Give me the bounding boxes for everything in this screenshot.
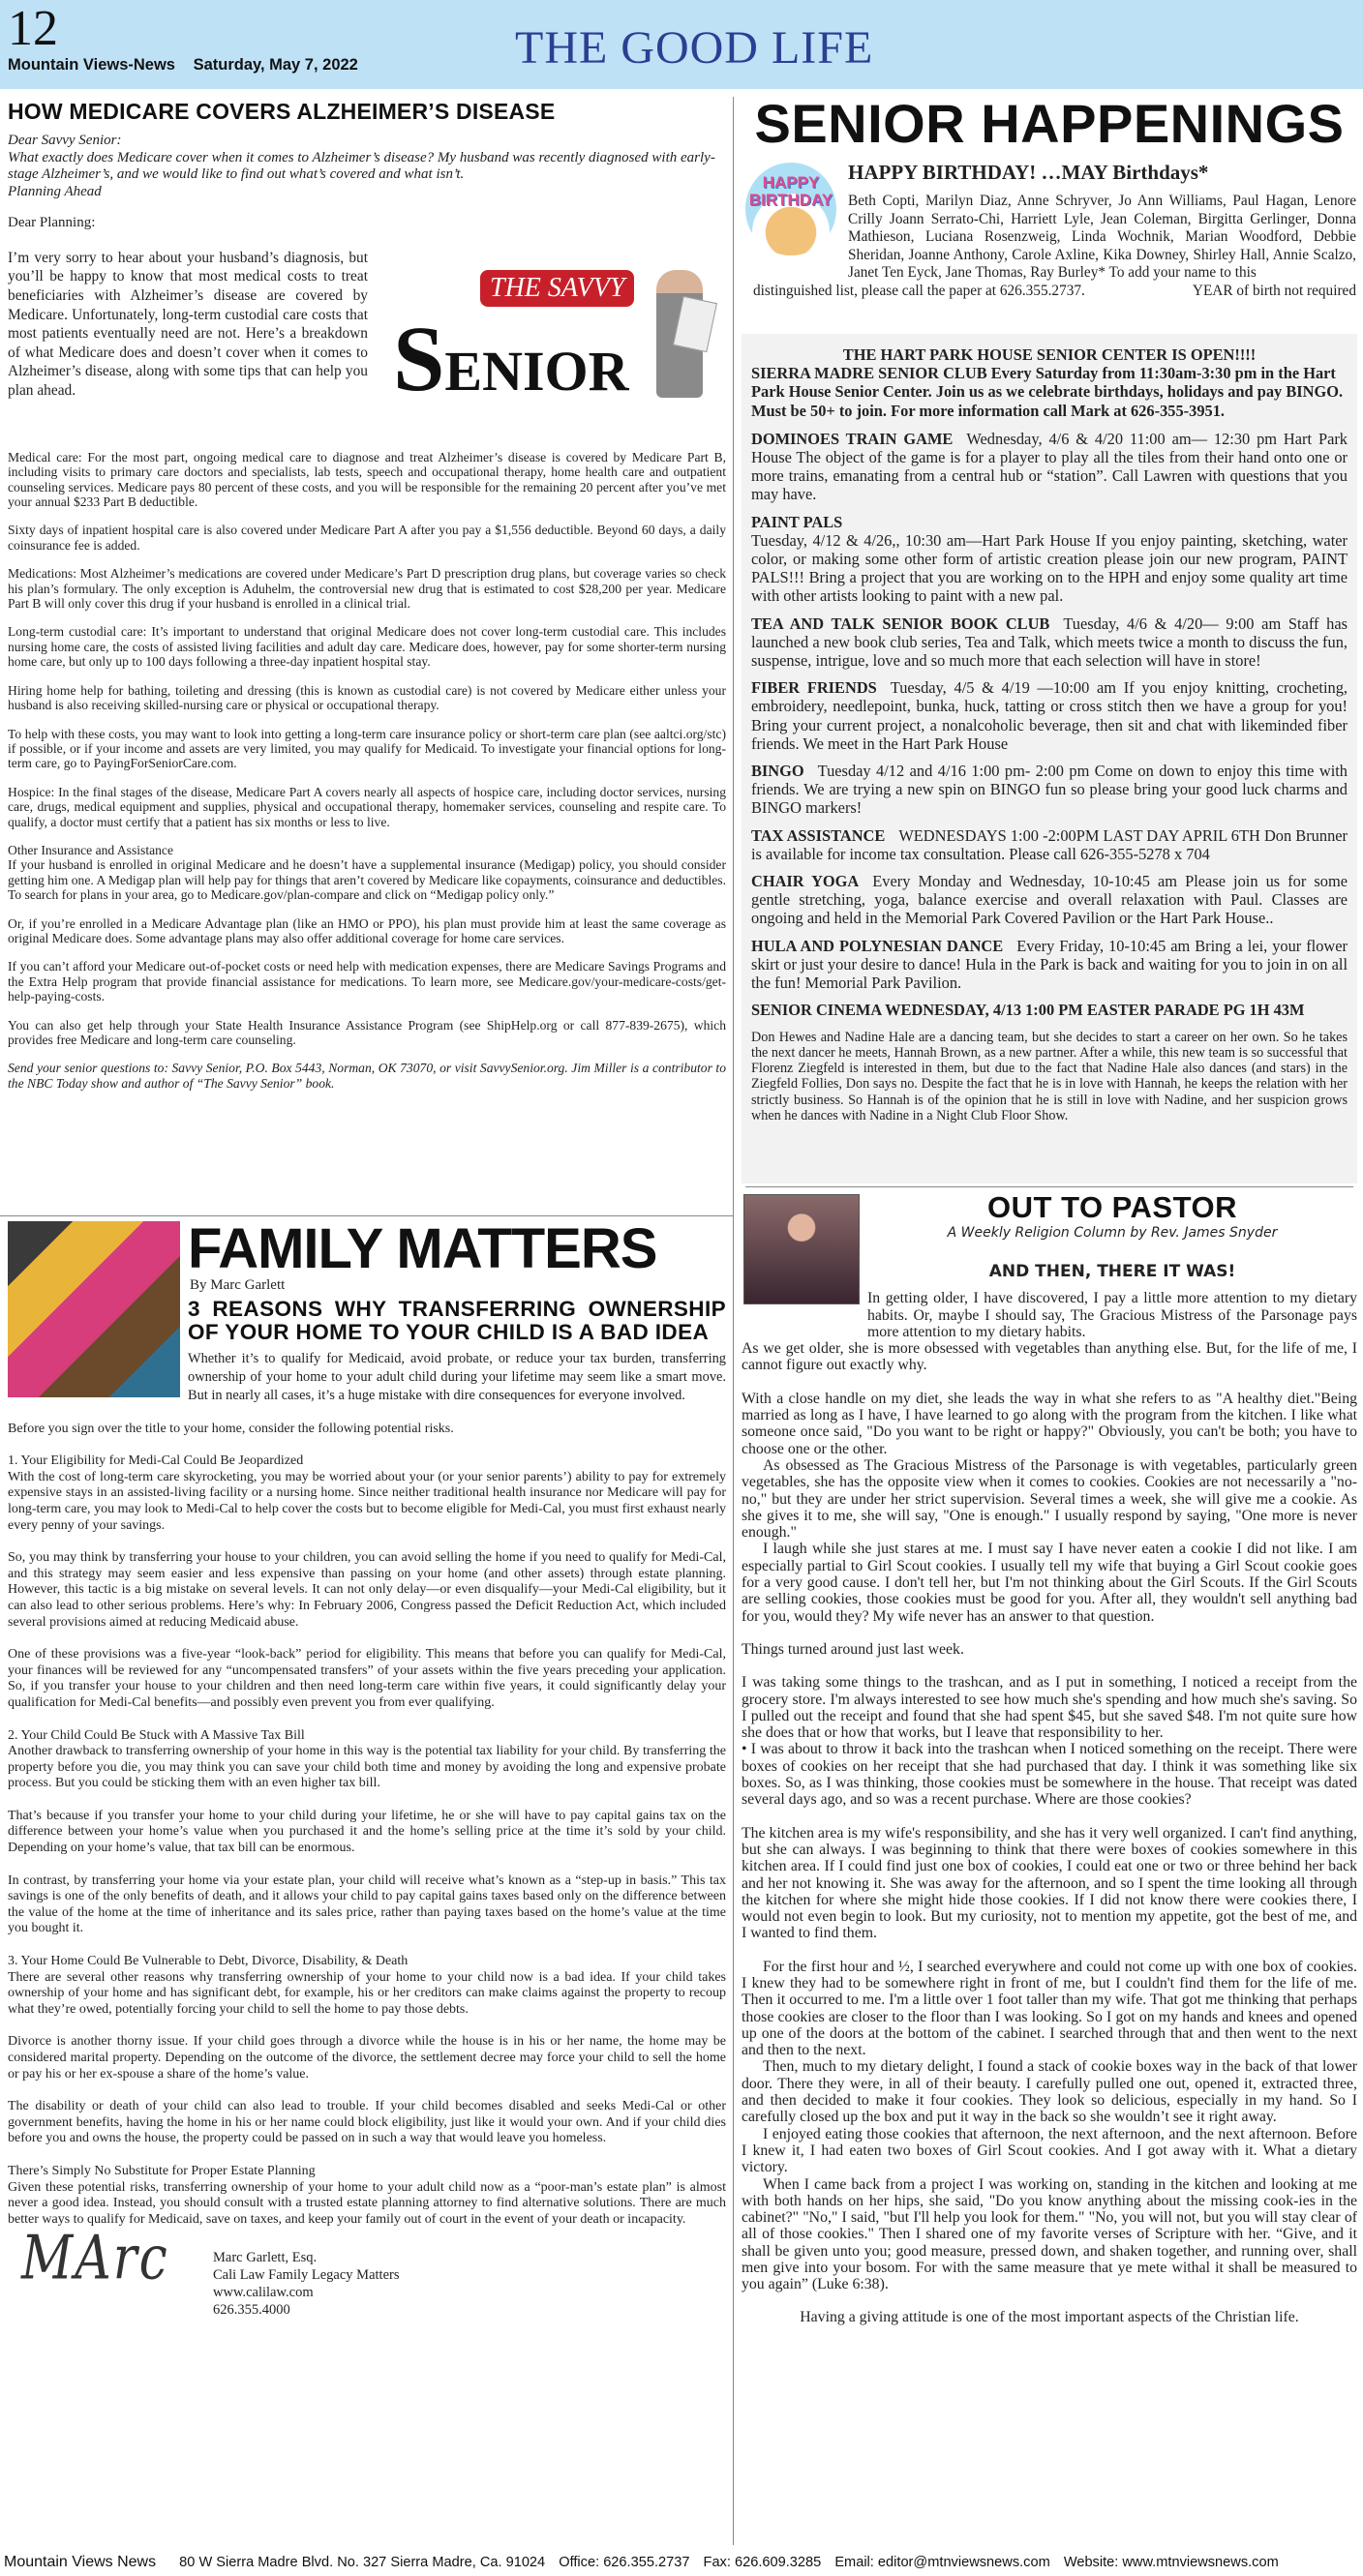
column-title: FAMILY MATTERS <box>188 1219 657 1280</box>
article-intro: I’m very sorry to hear about your husband’s diagnosis, but you’ll be happy to know that most medical costs to treat beneficiaries with Alzheimer’s disease are covered by Medicare. Unfortunately, long-term custodial care costs that most patients eventually need are not. Here’s a breakdown of what Medicare does and doesn’t cover when it comes to Alzheimer’s disease, along with some tips that can help you plan ahead. <box>8 249 368 399</box>
event-text: WEDNESDAYS 1:00 -2:00PM LAST DAY APRIL 6TH Don Brunner is available for income tax consultation. Please call 626-355-5278 x 704 <box>751 825 1348 863</box>
event-name: TEA AND TALK SENIOR BOOK CLUB <box>751 614 1050 633</box>
paragraph: To help with these costs, you may want to look into getting a long-term care insurance policy or short-term care plan (see aaltci.org/stc) if possible, or if your income and assets are very limited, you may qualify for Medicaid. To investigate your financial options for long-term care, go to PayingForSeniorCare.com. <box>8 726 726 771</box>
event-text: Tuesday, 4/6 & 4/20— 9:00 am Staff has launched a new book club series, Tea and Talk, which meets twice a month to discuss the fun, suspense, intrigue, love and so much more that each selection will have in store! <box>751 614 1348 671</box>
footer-email: Email: editor@mtnviewsnews.com <box>834 2555 1050 2570</box>
event-name: PAINT PALS <box>751 512 843 531</box>
column-divider <box>733 97 734 2545</box>
birthday-names: Beth Copti, Marilyn Diaz, Anne Schryver, Jo Ann Williams, Paul Hagan, Lenore Crilly Joann Serrato-Chi, Harriett Lyle, Jean Coleman, Birgitta Gerlinger, Donna Mathieson, Luciana Rosenzweig, Linda Wochnik, Marian Woodford, Debbie Sheridan, Joanne Anthony, Carole Axline, Kika Downey, Shirley Hall, Annie Scalzo, Janet Ten Eyck, Jane Thomas, Ray Burley* To add your name to this <box>848 193 1356 281</box>
event-text: Every Friday, 10-10:45 am Bring a lei, your flower skirt or just your desire to dance! Hula in the Park is back and waiting for you to join in on all the fun! Memorial Park Pavilion. <box>751 936 1348 993</box>
event-item <box>751 678 1348 753</box>
letter-salutation: Dear Savvy Senior: <box>8 133 122 149</box>
event-item <box>751 762 1348 818</box>
paragraph: Medications: Most Alzheimer’s medications are covered under Medicare’s Part D prescription drug plans, but coverage varies so check his plan’s formulary. The only exception is Aduhelm, the controversial new drug that is estimated to cost $28,200 per year. Medicare Part B will only cover this drug if your husband is enrolled in a clinical trial. <box>8 566 726 612</box>
paragraph: For the first hour and ½, I searched everywhere and could not come up with one box of cookies. I knew they had to be somewhere right in front of me, but I couldn't find them for the life of me. Then it occurred to me. I'm a little over 1 foot taller than my wife. That got me thinking that perhaps those cookies are closer to the floor than I was looking. So I got on my hands and knees and opened up one of the doors at the bottom of the cabinet. I searched through that and then went to the next and then to the next. <box>742 1958 1357 2059</box>
event-name: HULA AND POLYNESIAN DANCE <box>751 936 1004 955</box>
article-headline: 3 REASONS WHY TRANSFERRING OWNERSHIP OF YOUR HOME TO YOUR CHILD IS A BAD IDEA <box>188 1296 726 1344</box>
article-intro: Whether it’s to qualify for Medicaid, avoid probate, or reduce your tax burden, transferring ownership of your home to your adult child during your lifetime may seem like a smart move. But in nearly all cases, it’s a huge mistake with dire consequences for everyone involved. <box>188 1350 726 1403</box>
reader-letter <box>8 133 726 200</box>
author-photo <box>743 1194 860 1304</box>
footer-fax: Fax: 626.609.3285 <box>703 2555 822 2570</box>
column-title: OUT TO PASTOR <box>987 1190 1237 1224</box>
subheading: 2. Your Child Could Be Stuck with A Massive Tax Bill <box>8 1727 305 1743</box>
author-website: www.calilaw.com <box>213 2285 314 2301</box>
subheading: 1. Your Eligibility for Medi-Cal Could Be Jeopardized <box>8 1453 304 1469</box>
footer-paper-name: Mountain Views News <box>4 2554 157 2570</box>
event-text: Wednesday, 4/6 & 4/20 11:00 am— 12:30 pm Hart Park House The object of the game is for a player to play all the tiles from their hand onto one or more trains, emanating from a central hub or “station”. Call Lawren with questions that you may have. <box>751 429 1348 504</box>
section-divider <box>745 1186 1353 1187</box>
paragraph: Hospice: In the final stages of the disease, Medicare Part A covers nearly all aspects of hospice care, including doctor services, nursing care, drugs, medical equipment and supplies, physical and occupational therapy, homemaker services, counseling and respite care. To qualify, a doctor must certify that a patient has six months or less to live. <box>8 784 726 829</box>
paragraph: There are several other reasons why transferring ownership of your home to your child now is a bad idea. If your child takes ownership of your home and has significant debt, for example, his or her creditors can make claims against the property to recoup what they’re owed, potentially forcing your child to sell the home to pay those debts. <box>8 1969 726 2017</box>
paper-name: Mountain Views-News <box>8 56 175 74</box>
event-name: TAX ASSISTANCE <box>751 825 886 845</box>
author-firm: Cali Law Family Legacy Matters <box>213 2267 400 2284</box>
paragraph: In contrast, by transferring your home via your estate plan, your child will receive what’s known as a “step-up in basis.” This tax savings is one of the only benefits of death, and it allows your child to pay capital gains taxes based only on the difference between the value of the home at the time of inheritance and its sales price, rather than paying taxes based on the home’s value at the time you bought it. <box>8 1872 726 1936</box>
paragraph: Given these potential risks, transferring ownership of your home to your adult child now as a “poor-man’s estate plan” is almost never a good idea. Instead, you should consult with a trusted estate planning attorney to find alternative solutions. There are much better ways to qualify for Medicaid, save on taxes, and keep your family out of court in the event of your death or incapacity. <box>8 2179 726 2227</box>
author-signature-block <box>8 2224 726 2336</box>
section-heading: SENIOR HAPPENINGS <box>754 93 1345 154</box>
footer-address: 80 W Sierra Madre Blvd. No. 327 Sierra Madre, Ca. 91024 <box>179 2555 546 2570</box>
subheading: There’s Simply No Substitute for Proper Estate Planning <box>8 2163 316 2178</box>
page-header <box>0 0 1363 89</box>
letter-signoff: Planning Ahead <box>8 183 102 199</box>
birthday-cake-image: HAPPY BIRTHDAY <box>745 163 836 255</box>
paragraph: With a close handle on my diet, she leads the way in what she refers to as "A healthy diet."Being married as long as I have, I have learned to go along with the program from the kitchen. I like what someone once said, "Do you want to be right or happy?" Obviously, you can't be both; you have to choose one or the other. <box>742 1390 1357 1457</box>
paragraph: Another drawback to transferring ownership of your home in this way is the potential tax liability for your child. By transferring the property before you die, you may think you can save your child both time and money by avoiding the long and expensive probate process. But you could be sticking them with an even higher tax bill. <box>8 1744 726 1791</box>
event-item <box>751 513 1348 606</box>
paragraph: I laugh while she just stares at me. I must say I have never eaten a cookie I did not like. I am especially partial to Girl Scout cookies. I usually tell my wife that buying a Girl Scout cookie goes for a very good cause. I don't tell her, but I'm not thinking about the Girl Scouts. If the Girl Scouts are selling cookies, those cookies must be good for you. After all, they wouldn't sell anything bad for you, would they? My wife never has an answer to that question. <box>742 1541 1357 1625</box>
article-headline: AND THEN, THERE IT WAS! <box>988 1262 1236 1281</box>
paragraph: If you can’t afford your Medicare out-of-pocket costs or need help with medication expenses, there are Medicare Savings Programs and the Extra Help program that provide financial assistance for medications. To learn more, see Medicare.gov/your-medicare-costs/get-help-paying-costs. <box>8 959 726 1004</box>
senior-cinema-heading: SENIOR CINEMA WEDNESDAY, 4/13 1:00 PM EASTER PARADE PG 1H 43M <box>751 1001 1305 1020</box>
issue-date: Saturday, May 7, 2022 <box>193 56 358 74</box>
author-name: Marc Garlett, Esq. <box>213 2250 318 2266</box>
paragraph: That’s because if you transfer your home to your child during your lifetime, he or she will have to pay capital gains tax on the difference between your home’s value when you purchased it and the home’s selling price at the time it’s sold by your child. Depending on your home’s value, that tax bill can be enormous. <box>8 1808 726 1856</box>
masthead <box>8 56 372 75</box>
article-headline: HOW MEDICARE COVERS ALZHEIMER’S DISEASE <box>8 99 556 124</box>
event-name: FIBER FRIENDS <box>751 678 877 698</box>
column-subtitle: A Weekly Religion Column by Rev. James Snyder <box>947 1225 1278 1241</box>
event-item <box>751 430 1348 504</box>
handwritten-signature: MArc <box>21 2224 169 2294</box>
event-text: Tuesday, 4/5 & 4/19 —10:00 am If you enjoy knitting, crocheting, embroidery, needlepoint, bunka, huck, tatting or cross stitch then we have a group for you! Bring your current project, a nonalcoholic beverage, then sit and chat with likeminded fiber friends. We meet in the Hart Park House <box>751 678 1348 753</box>
family-photo <box>8 1221 180 1397</box>
paragraph: Divorce is another thorny issue. If your child goes through a divorce while the house is in his or her name, the home may be considered marital property. Depending on the outcome of the divorce, the settlement decree may force your child to sell the home or pay his or her ex-spouse a share of the home’s value. <box>8 2034 726 2082</box>
event-text: Tuesday, 4/12 & 4/26,, 10:30 am—Hart Park House If you enjoy painting, sketching, water color, or making some other form of artistic creation please join our new program, PAINT PALS!!! Bring a project that you are working on to the HPH and enjoy some quality art time with other artists looking to paint with a new pal. <box>751 530 1348 606</box>
paragraph: Hiring home help for bathing, toileting and dressing (this is known as custodial care) is not covered by Medicare either unless your husband is also receiving skilled-nursing care or physical or occupational therapy. <box>8 682 726 713</box>
senior-happenings <box>742 93 1357 335</box>
paragraph: When I came back from a project I was working on, standing in the kitchen and looking at me with both hands on her hips, she said, "Do you know anything about the missing cook-ies in the cabinet?" "No," I said, "but I'll help you look for them." "No, you will not, but you will stay clear of all of those cookies." Then I shared one of my favorite verses of Scripture with her. “Give, and it shall be given unto you; good measure, pressed down, and shaken together, and running over, shall men give into your bosom. For with the same measure that ye mete withal it shall be measured to you again” (Luke 6:38). <box>742 2175 1357 2293</box>
author-phone: 626.355.4000 <box>213 2302 290 2319</box>
paragraph: The disability or death of your child can also lead to trouble. If your child becomes disabled and seeks Medi-Cal or other government benefits, having the home in his or her name could block eligibility, just like it would your own. And if your child dies before you and owns the house, the property could be passed on in such a way that would leave you homeless. <box>8 2099 726 2146</box>
paragraph: In getting older, I have discovered, I pay a little more attention to my dietary habits. Or, maybe I should say, The Gracious Mistress of the Parsonage pays more attention to my dietary habits. <box>867 1290 1357 1340</box>
reply-salutation: Dear Planning: <box>8 215 96 231</box>
paragraph: Long-term custodial care: It’s important to understand that original Medicare does not cover long-term custodial care. This includes nursing home care, the costs of assisted living facilities and adult day care. Medicare does, however, pay for some shorter-term nursing home care, but only up to 100 days following a three-day inpatient hospital stay. <box>8 624 726 670</box>
paragraph: Medical care: For the most part, ongoing medical care to diagnose and treat Alzheimer’s disease is covered by Medicare Part B, including visits to primary care doctors and specialists, lab tests, speech and occupational therapy, home health care and outpatient counseling services. Medicare pays 80 percent of these costs, and you will be responsible for the remaining 20 percent after you’ve met your annual $233 Part B deductible. <box>8 449 726 510</box>
paragraph: As obsessed as The Gracious Mistress of the Parsonage is with vegetables, particularly green vegetables, she has the opposite view when it comes to cookies. Cookies are not necessarily a "no-no," but they are under her strict supervision. Several times a week, she will give me a cookie. As she gives it to me, she will say, "One is enough." I usually respond by saying, "One more is never enough." <box>742 1456 1357 1542</box>
paragraph: I enjoyed eating those cookies that afternoon, the next afternoon, and the next afternoon. Before I knew it, I had eaten two boxes of Girl Scout cookies. And I got away with it. What a dietary victory. <box>742 2125 1357 2176</box>
paragraph: Things turned around just last week. <box>742 1640 964 1658</box>
out-to-pastor-column <box>742 1190 1357 2547</box>
paragraph: With the cost of long-term care skyrocketing, you may be worried about your (or your senior parents’) ability to pay for extremely expensive stays in an assisted-living facility or a nursing home. Since neither traditional health insurance nor Medicare will pay for long-term care, you may look to Medi-Cal to help cover the costs but to become eligible for Medi-Cal, you must first exhaust nearly every penny of your savings. <box>8 1469 726 1533</box>
paragraph: Before you sign over the title to your home, consider the following potential risks. <box>8 1421 454 1436</box>
footer-office: Office: 626.355.2737 <box>559 2555 690 2570</box>
subheading: 3. Your Home Could Be Vulnerable to Debt, Divorce, Disability, & Death <box>8 1954 409 1969</box>
birthday-call: distinguished list, please call the paper at 626.355.2737. <box>753 282 1085 299</box>
paragraph: One of these provisions was a five-year “look-back” period for eligibility. This means that before you can qualify for Medi-Cal, your finances will be reviewed for any “uncompensated transfers” of your assets within the five years preceding your application. So, if you transfer your house to your children and then need long-term care within five years, it could significantly delay your qualification for Medi-Cal benefits—and possibly even prevent you from ever qualifying. <box>8 1647 726 1710</box>
event-item <box>751 872 1348 928</box>
footer-website: Website: www.mtnviewsnews.com <box>1063 2555 1279 2570</box>
page-number: 12 <box>8 1 58 56</box>
senior-center-events <box>742 334 1357 1183</box>
paragraph: So, you may think by transferring your house to your children, you can avoid selling the home if you need to qualify for Medi-Cal, and this strategy may seem easier and less expensive than passing on your home (and other assets) through estate planning. However, this tactic is a big mistake on several levels. It can not only delay—or even disqualify—your Medi-Cal eligibility, but it can also lead to other serious problems. Here’s why: In February 2006, Congress passed the Deficit Reduction Act, which included several provisions aimed at reducing Medicaid abuse. <box>8 1550 726 1630</box>
savvy-senior-logo <box>393 270 712 415</box>
letter-question: What exactly does Medicare cover when it comes to Alzheimer’s disease? My husband was recently diagnosed with early-stage Alzheimer’s, and we would like to find out what’s covered and what isn’t. <box>8 149 715 183</box>
paragraph: The kitchen area is my wife's responsibility, and she has it very well organized. I can't find anything, but she can always. I was beginning to think that there were boxes of cookies somewhere in this kitchen area. If I could find just one box of cookies, I could eat one or two or three behind her back and her not knowing it. She was away for the afternoon, and so I spent the time looking all through the kitchen for where she might hide those cookies. If I did not know there were cookies there, I would not even begin to look. But my curiosity, not to mention my appetite, got the best of me, and I wanted to find them. <box>742 1824 1357 1942</box>
medicare-article <box>8 97 726 1212</box>
event-name: CHAIR YOGA <box>751 872 860 891</box>
family-matters-article <box>8 1219 726 2547</box>
event-name: BINGO <box>751 762 804 781</box>
event-item <box>751 826 1348 863</box>
logo-bottom-text: SENIOR <box>393 306 629 410</box>
event-item <box>751 614 1348 671</box>
event-text: Tuesday 4/12 and 4/16 1:00 pm- 2:00 pm Come on down to enjoy this time with friends. We are trying a new spin on BINGO fun so please bring your good luck charms and BINGO markers! <box>751 762 1348 818</box>
logo-top-text: THE SAVVY <box>480 270 634 307</box>
paragraph: Then, much to my dietary delight, I found a stack of cookie boxes way in the back of that lower door. There they were, in all of their beauty. I carefully pulled one out, opened it, extracted three, and then decided to make it four cookies. They look so delicious, especially in my hand. So I carefully closed up the box and put it way in the back so she wouldn’t see it right away. <box>742 2058 1357 2126</box>
byline: By Marc Garlett <box>190 1277 286 1293</box>
paragraph: As we get older, she is more obsessed with vegetables than anything else. But, for the life of me, I cannot figure out exactly why. <box>742 1340 1357 1374</box>
center-open-heading: THE HART PARK HOUSE SENIOR CENTER IS OPEN!!!! <box>842 345 1257 364</box>
footnote: Send your senior questions to: Savvy Senior, P.O. Box 5443, Norman, OK 73070, or visit SavvySenior.org. Jim Miller is a contributor to the NBC Today show and author of “The Savvy Senior” book. <box>8 1061 726 1091</box>
event-text: Every Monday and Wednesday, 10-10:45 am Please join us for some gentle stretching, yoga, balance exercise and overall relaxation with Paul. Classes are ongoing and held in the Memorial Park Covered Pavilion or the Hart Park House.. <box>751 872 1348 928</box>
senior-club-info: SIERRA MADRE SENIOR CLUB Every Saturday from 11:30am-3:30 pm in the Hart Park House Senior Center. Join us as we celebrate birthdays, holidays and pay BINGO. Must be 50+ to join. For more information call Mark at 626-355-3951. <box>751 364 1344 420</box>
paragraph: Or, if you’re enrolled in a Medicare Advantage plan (like an HMO or PPO), his plan must provide him at least the same coverage as original Medicare does. Some advantage plans may also offer additional coverage for home care services. <box>8 915 726 945</box>
page-footer <box>0 2551 1363 2576</box>
event-item <box>751 937 1348 993</box>
closing-line: Having a giving attitude is one of the most important aspects of the Christian life. <box>800 2308 1299 2325</box>
paragraph: You can also get help through your State Health Insurance Assistance Program (see ShipHelp.org or call 877-839-2675), which provides free Medicare and long-term care counseling. <box>8 1017 726 1047</box>
paragraph: Sixty days of inpatient hospital care is also covered under Medicare Part A after you pay a $1,556 deductible. Beyond 60 days, a daily coinsurance fee is added. <box>8 523 726 553</box>
event-name: DOMINOES TRAIN GAME <box>751 429 954 448</box>
paragraph: If your husband is enrolled in original Medicare and he doesn’t have a supplemental insurance (Medigap) policy, you should consider getting him one. A Medigap plan will help pay for things that aren’t covered by Medicare like copayments, coinsurance and deductibles. To search for plans in your area, go to Medicare.gov/plan-compare and click on “Medigap policy only.” <box>8 857 726 903</box>
cinema-description: Don Hewes and Nadine Hale are a dancing team, but she decides to start a career on her own. So he takes the next dancer he meets, Hannah Brown, as a new partner. After a while, this new team is so successful that Florenz Ziegfeld is interested in them, but due to the fact that Nadine Hale also dances (and stars) in the Ziegfeld Follies, Don says no. Despite the fact that he is in love with Hannah, he keeps the relation with her strictly business. So Hannah is of the opinion that he is still in love with Nadine, and her suspicion grows when he dances with Nadine in a Night Club Floor Show. <box>751 1029 1348 1123</box>
paragraph: I was taking some things to the trashcan, and as I put in something, I noticed a receipt from the grocery store. I'm always interested to see how much she's spending and how much she's saving. So I pulled out the receipt and found that she had spent $45, but she saved $48. I'm not quite sure how she does that or how that works, but I leave that responsibility to her. <box>742 1674 1357 1742</box>
birthday-heading: HAPPY BIRTHDAY! …MAY Birthdays* <box>848 161 1209 184</box>
subheading: Other Insurance and Assistance <box>8 842 173 857</box>
section-divider <box>0 1215 733 1216</box>
section-title: THE GOOD LIFE <box>515 22 874 74</box>
paragraph: • I was about to throw it back into the trashcan when I noticed something on the receipt. There were boxes of cookies on her receipt that she had purchased that day. I think it was something like six boxes. So, as I was thinking, those cookies must be somewhere in the house. That receipt was dated several days ago, and so was a recent purchase. Where are those cookies? <box>742 1741 1357 1809</box>
birthday-note: YEAR of birth not required <box>1192 282 1356 299</box>
